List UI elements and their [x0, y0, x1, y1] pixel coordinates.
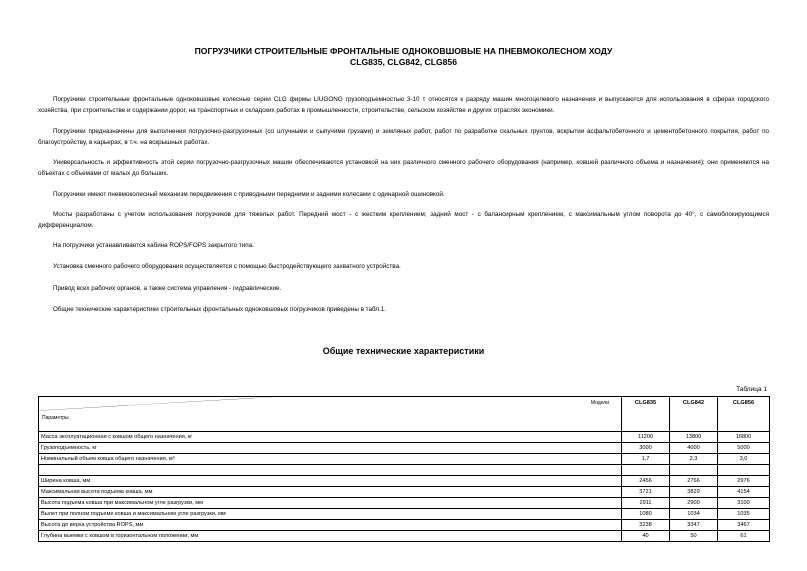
value-cell: 2,3 — [670, 454, 718, 465]
value-cell: 50 — [670, 531, 718, 542]
value-cell: 1,7 — [622, 454, 670, 465]
value-cell: 2911 — [622, 498, 670, 509]
table-row — [39, 520, 770, 531]
paragraph: Погрузчики имеют пневмоколесный механизм передвижения с приводными передними и задними колесами с одинарной ошиновкой. — [53, 191, 445, 198]
diagonal-divider — [39, 397, 621, 431]
param-cell: Масса эксплуатационная с ковшом общего назначения, кг — [39, 432, 622, 443]
value-cell: 5000 — [718, 443, 770, 454]
value-cell: 4154 — [718, 487, 770, 498]
table-row — [39, 454, 770, 465]
spacer-cell — [622, 465, 670, 476]
paragraph: Мосты разработаны с учетом использования погрузчиков для тяжелых работ. Передний мост - с жестким креплением; задний мост - с балансирным креплением, с максимальным углом поворота до 40°, с самоблокирующимся дифференциалом. — [38, 211, 769, 229]
paragraph: Привод всех рабочих органов, а также система управления - гидравлические. — [53, 285, 282, 292]
table-corner-cell — [39, 397, 622, 432]
document-title — [0, 46, 807, 68]
value-cell: 3347 — [670, 520, 718, 531]
value-cell: 3467 — [718, 520, 770, 531]
param-cell: Грузоподъемность, кг — [39, 443, 622, 454]
model-column-header: CLG835 — [622, 397, 670, 432]
paragraph: Погрузчики предназначены для выполнения погрузочно-разгрузочных (со штучными и сыпучими грузами) и земляных работ, работ по разработке скальных грунтов, вскрытии асфальтобетонного и цементобетонного покрытия, работ по благоустройству, в карьерах, в т.ч. на вскрышных работах. — [38, 128, 769, 146]
section-subtitle: Общие технические характеристики — [322, 346, 485, 356]
table-row — [39, 432, 770, 443]
value-cell: 1080 — [622, 509, 670, 520]
value-cell: 3238 — [622, 520, 670, 531]
table-row — [39, 531, 770, 542]
param-cell: Максимальная высота подъема ковша, мм — [39, 487, 622, 498]
value-cell: 4000 — [670, 443, 718, 454]
value-cell: 1034 — [670, 509, 718, 520]
value-cell: 40 — [622, 531, 670, 542]
title-line-1: ПОГРУЗЧИКИ СТРОИТЕЛЬНЫЕ ФРОНТАЛЬНЫЕ ОДНОКОВШОВЫЕ НА ПНЕВМОКОЛЕСНОМ ХОДУ — [194, 46, 613, 56]
param-cell: Ширина ковша, мм — [39, 476, 622, 487]
model-column-header: CLG842 — [670, 397, 718, 432]
title-line-2: CLG835, CLG842, CLG856 — [350, 57, 457, 67]
value-cell: 2900 — [670, 498, 718, 509]
param-cell: Номинальный объем ковша общего назначения, м³ — [39, 454, 622, 465]
paragraph: Общие технические характеристики строительных фронтальных одноковшовых погрузчиков приведены в табл.1. — [53, 306, 386, 313]
spacer-cell — [39, 465, 622, 476]
table-row — [39, 487, 770, 498]
table-header-row — [39, 397, 770, 432]
table-row — [39, 509, 770, 520]
paragraph: На погрузчики устанавливается кабина ROPS/FOPS закрытого типа. — [53, 242, 254, 249]
value-cell: 2456 — [622, 476, 670, 487]
table-spacer-row — [39, 465, 770, 476]
table-row — [39, 498, 770, 509]
param-cell: Вылет при полном подъеме ковша и максимальном угле разгрузки, мм — [39, 509, 622, 520]
value-cell: 2766 — [670, 476, 718, 487]
paragraph: Установка сменного рабочего оборудования осуществляется с помощью быстродействующего захватного устройства. — [53, 263, 401, 270]
value-cell: 3,0 — [718, 454, 770, 465]
param-cell: Высота подъема ковша при максимальном угле разгрузки, мм — [39, 498, 622, 509]
paragraph: Универсальность и эффективность этой серии погрузочно-разгрузочных машин обеспечиваются установкой на них различного сменного рабочего оборудования (например, ковшей различного объема и назначения); они применяются на объектах с объемами от малых до больших. — [38, 159, 769, 177]
spacer-cell — [670, 465, 718, 476]
model-column-header: CLG856 — [718, 397, 770, 432]
value-cell: 1035 — [718, 509, 770, 520]
param-cell: Высота до верха устройства ROPS, мм — [39, 520, 622, 531]
value-cell: 11200 — [622, 432, 670, 443]
value-cell: 61 — [718, 531, 770, 542]
spacer-cell — [718, 465, 770, 476]
value-cell: 3721 — [622, 487, 670, 498]
param-cell: Глубина выемки с ковшом в горизонтальном положении, мм — [39, 531, 622, 542]
corner-label-models: Модели — [590, 400, 609, 406]
value-cell: 3100 — [718, 498, 770, 509]
value-cell: 3000 — [622, 443, 670, 454]
paragraph: Погрузчики строительные фронтальные одноковшовые колесные серии CLG фирмы LIUGONG грузоподъемностью 3-10 т относятся к разряду машин многоцелевого назначения и выпускаются для использования в сферах городского хозяйства, при строительстве и содержании дорог, на транспортных и складских работах в промышленности, строительстве, сельском хозяйстве и других отраслях экономики. — [38, 96, 769, 114]
value-cell: 3829 — [670, 487, 718, 498]
value-cell: 2976 — [718, 476, 770, 487]
value-cell: 13800 — [670, 432, 718, 443]
value-cell: 16800 — [718, 432, 770, 443]
corner-label-params: Параметры — [42, 415, 69, 421]
specs-table — [38, 396, 770, 542]
table-row — [39, 476, 770, 487]
table-row — [39, 443, 770, 454]
table-label: Таблица 1 — [736, 386, 767, 393]
